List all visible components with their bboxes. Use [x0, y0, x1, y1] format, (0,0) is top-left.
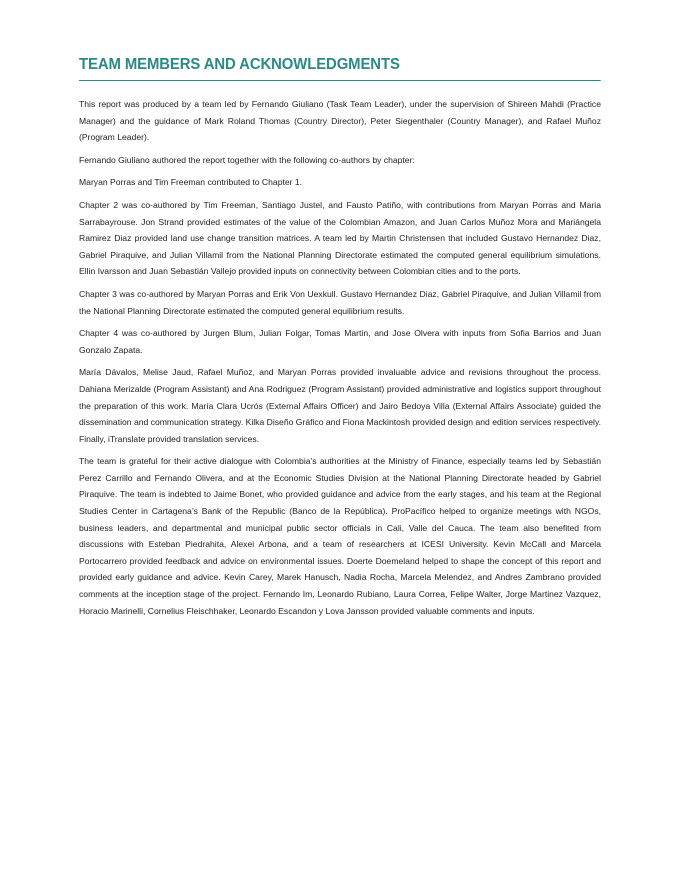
page-title: TEAM MEMBERS AND ACKNOWLEDGMENTS — [79, 54, 601, 81]
paragraph-chapter-2: Chapter 2 was co-authored by Tim Freeman, Santiago Justel, and Fausto Patiño, with contributions from Maryan Porras and Maria Sarrabayrouse. Jon Strand provided estimates of the value of the Colombian Amazon, and Juan Carlos Muñoz Mora and Mariángela Ramirez Diaz provided land use change transition matrices. A team led by Martin Christensen that included Gustavo Hernandez Diaz, Gabriel Piraquive, and Julian Villamil from the National Planning Directorate estimated the computed general equilibrium simulations. Ellin Ivarsson and Juan Sebastián Vallejo provided inputs on connectivity between Colombian cities and to the ports. — [79, 199, 601, 277]
paragraph-coauthors: Fernando Giuliano authored the report together with the following co-authors by chapter: — [79, 154, 415, 165]
paragraph-chapter-1: Maryan Porras and Tim Freeman contributed to Chapter 1. — [79, 177, 303, 188]
paragraph-chapter-4: Chapter 4 was co-authored by Jurgen Blum, Julian Folgar, Tomas Martin, and Jose Olvera with inputs from Sofia Barrios and Juan Gonzalo Zapata. — [79, 328, 601, 355]
document-page — [79, 54, 601, 625]
paragraph-intro: This report was produced by a team led by Fernando Giuliano (Task Team Leader), under the supervision of Shireen Mahdi (Practice Manager) and the guidance of Mark Roland Thomas (Country Director), Peter Siegenthaler (Country Manager), and Rafael Muñoz (Program Leader). — [79, 99, 601, 143]
paragraph-gratitude: The team is grateful for their active dialogue with Colombia’s authorities at the Ministry of Finance, especially teams led by Sebastián Perez Carrillo and Fernando Olivera, and at the Economic Studies Division at the National Planning Directorate headed by Gabriel Piraquive. The team is indebted to Jaime Bonet, who provided guidance and advice from the early stages, and his team at the Regional Studies Center in Cartagena’s Bank of the Republic (Banco de la República). ProPacífico helped to organize meetings with NGOs, business leaders, and departmental and municipal public sector officials in Cali, Valle del Cauca. The team also benefited from discussions with Esteban Piedrahita, Alexei Arbona, and a team of researchers at ICESI University. Kevin McCall and Marcela Portocarrero provided feedback and advice on environmental issues. Doerte Doemeland helped to shape the concept of this report and provided early guidance and advice. Kevin Carey, Marek Hanusch, Nadia Rocha, Marcela Melendez, and Andres Zambrano provided comments at the inception stage of the project. Fernando Im, Leonardo Rubiano, Laura Correa, Felipe Walter, Jorge Martinez Vazquez, Horacio Marinelli, Cornelius Fleischhaker, Leonardo Escandon y Lova Jansson provided valuable comments and inputs. — [79, 456, 601, 616]
paragraph-chapter-3: Chapter 3 was co-authored by Maryan Porras and Erik Von Uexkull. Gustavo Hernandez Diaz, Gabriel Piraquive, and Julian Villamil from the National Planning Directorate estimated the computed general equilibrium results. — [79, 288, 601, 316]
document-body — [79, 96, 601, 619]
paragraph-advice-support: María Dávalos, Melise Jaud, Rafael Muñoz, and Maryan Porras provided invaluable advice and revisions throughout the process. Dahiana Merizalde (Program Assistant) and Ana Rodriguez (Program Assistant) provided administrative and logistics support throughout the preparation of this work. María Clara Ucrós (External Affairs Officer) and Jairo Bedoya Villa (External Affairs Associate) guided the dissemination and communication strategy. Kilka Diseño Gráfico and Fiona Mackintosh provided design and edition services respectively. Finally, iTranslate provided translation services. — [79, 367, 601, 444]
